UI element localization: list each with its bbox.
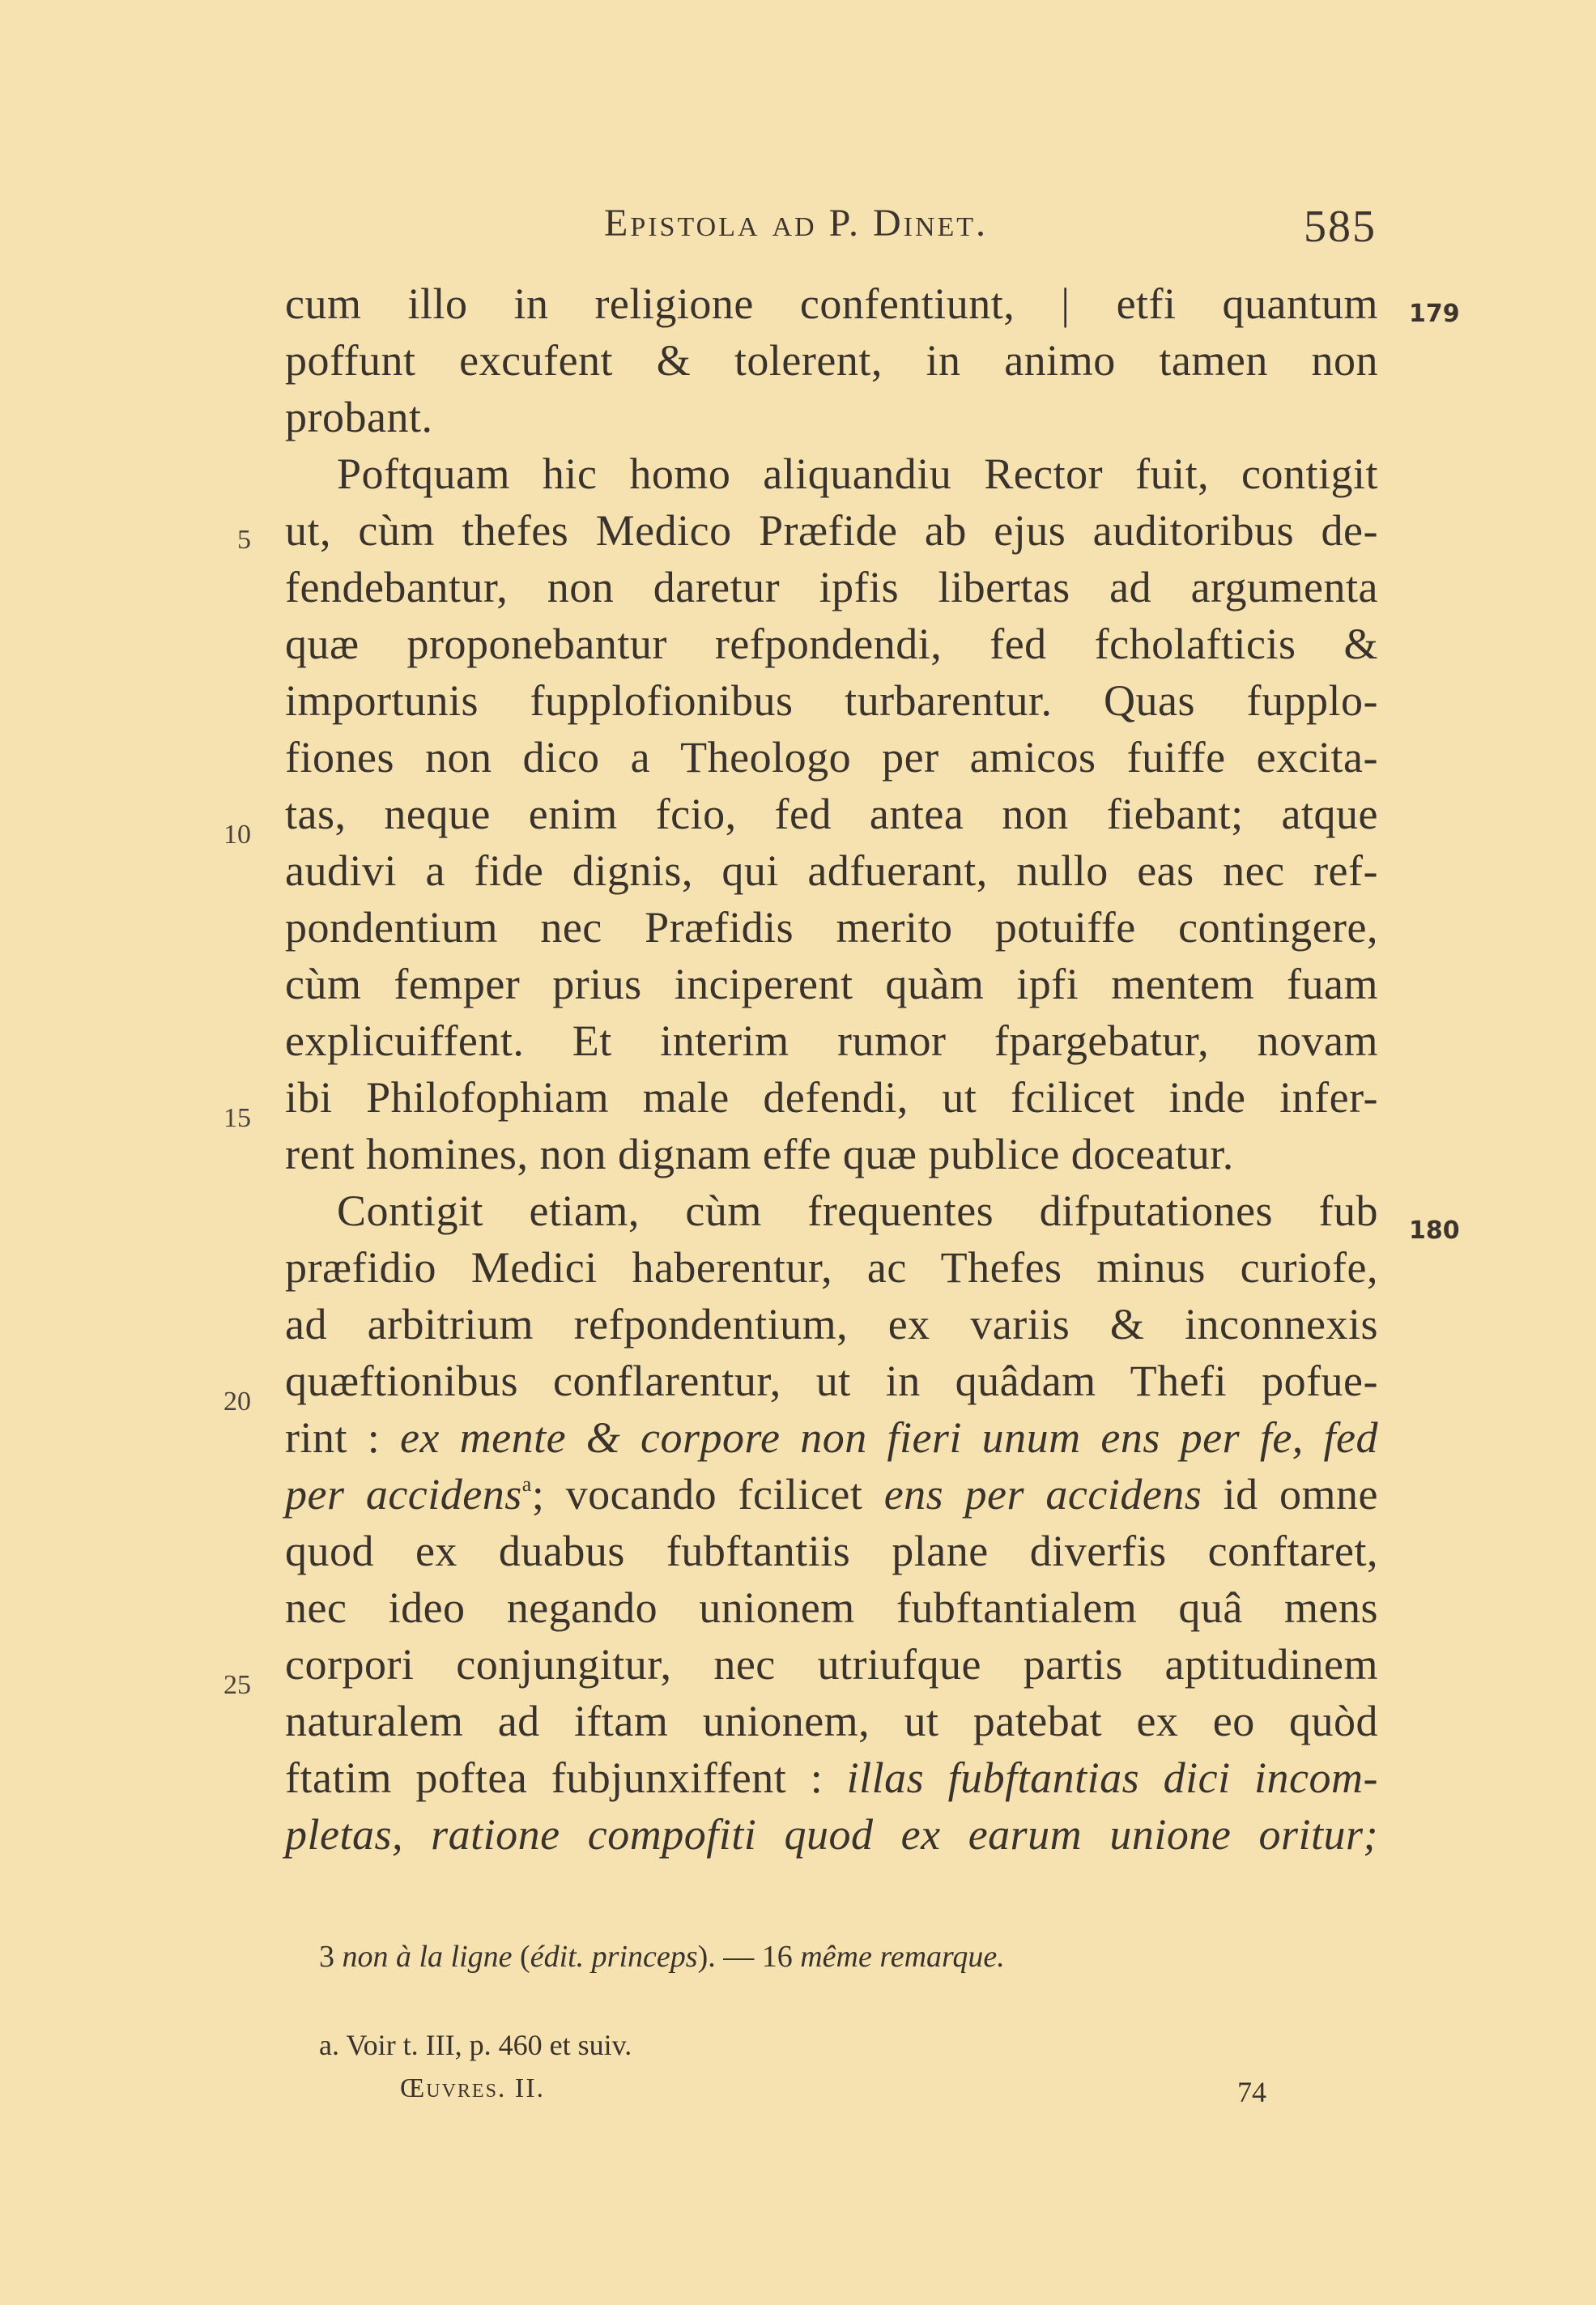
edition-page-ref: 180 [1409,1216,1460,1245]
text-line: naturalem ad iftam unionem, ut patebat ex eo quòd [285,1697,1378,1745]
text-line: rent homines, non dignam effe quæ publice doceatur. [285,1130,1234,1178]
line-number: 5 [237,525,251,555]
text-line: tas, neque enim fcio, fed antea non fiebant; atque [285,790,1378,838]
line-number: 10 [223,820,251,850]
text-line: Poftquam hic homo aliquandiu Rector fuit, contigit [337,449,1378,498]
text-line: fendebantur, non daretur ipfis libertas ad argumenta [285,563,1378,611]
textual-variants [319,1939,1005,1975]
text-line: Contigit etiam, cùm frequentes difputationes fub [337,1187,1378,1235]
text-line: quæ proponebantur refpondendi, fed fcholafticis & [285,620,1378,668]
signature-mark: Œuvres. II. [400,2073,546,2103]
text-run: id omne [1202,1470,1378,1519]
footnote: a. Voir t. III, p. 460 et suiv. [319,2029,632,2061]
text-line: ad arbitrium refpondentium, ex variis & inconnexis [285,1300,1378,1348]
line-number: 20 [223,1387,251,1417]
text-line: pondentium nec Præfidis merito potuiffe contingere, [285,903,1378,952]
italic-text-run: per accidens [285,1470,522,1519]
italic-text-run: même remarque. [800,1940,1005,1974]
text-run: rint : [285,1413,400,1462]
text-line: ut, cùm thefes Medico Præfide ab ejus auditoribus de- [285,506,1378,555]
line-number: 15 [223,1103,251,1133]
footnote-ref: a [521,1472,532,1496]
text-line: poffunt excufent & tolerent, in animo tamen non [285,336,1378,385]
text-line: quod ex duabus fubftantiis plane diverfis conftaret, [285,1527,1378,1575]
italic-text-run: ex mente & corpore non fieri unum ens per fe, fed [399,1413,1378,1462]
italic-text-run: ens per accidens [883,1470,1202,1519]
text-line: nec ideo negando unionem fubftantialem quâ mens [285,1583,1378,1632]
text-run: ). — 16 [697,1940,801,1974]
text-run: ftatim poftea fubjunxiffent : [285,1753,847,1802]
italic-text-run: non à la ligne [342,1940,513,1974]
page-number: 585 [1304,202,1377,252]
sheet-number: 74 [1237,2076,1266,2108]
line-number: 25 [223,1670,251,1700]
text-line [285,1466,1378,1523]
text-run: ; vocando fcilicet [531,1470,884,1519]
text-run: 3 [319,1940,343,1974]
text-line: importunis fupplofionibus turbarentur. Quas fupplo- [285,676,1378,725]
text-line: fiones non dico a Theologo per amicos fuiffe excita- [285,733,1378,782]
text-line: audivi a fide dignis, qui adfuerant, nullo eas nec ref- [285,846,1378,895]
text-line: cùm femper prius inciperent quàm ipfi mentem fuam [285,960,1378,1008]
running-title: Epistola ad P. Dinet. [604,202,989,245]
text-line: cum illo in religione confentiunt, | etfi quantum [285,279,1378,328]
italic-text-run: pletas, ratione compofiti quod ex earum unione oritur; [285,1810,1378,1859]
text-line [285,1806,1378,1863]
text-line: explicuiffent. Et interim rumor fpargebatur, novam [285,1016,1378,1065]
italic-text-run: illas fubftantias dici incom- [846,1753,1378,1802]
text-line: præfidio Medici haberentur, ac Thefes minus curiofe, [285,1243,1378,1292]
text-line: quæftionibus conflarentur, ut in quâdam Thefi pofue- [285,1357,1378,1405]
italic-text-run: édit. princeps [530,1940,698,1974]
text-line: probant. [285,393,433,441]
text-line: ibi Philofophiam male defendi, ut fcilicet inde infer- [285,1073,1378,1122]
text-line: corpori conjungitur, nec utriufque partis aptitudinem [285,1640,1378,1689]
text-line [285,1409,1378,1466]
text-run: ( [512,1940,530,1974]
text-line [285,1749,1378,1806]
edition-page-ref: 179 [1409,300,1460,328]
